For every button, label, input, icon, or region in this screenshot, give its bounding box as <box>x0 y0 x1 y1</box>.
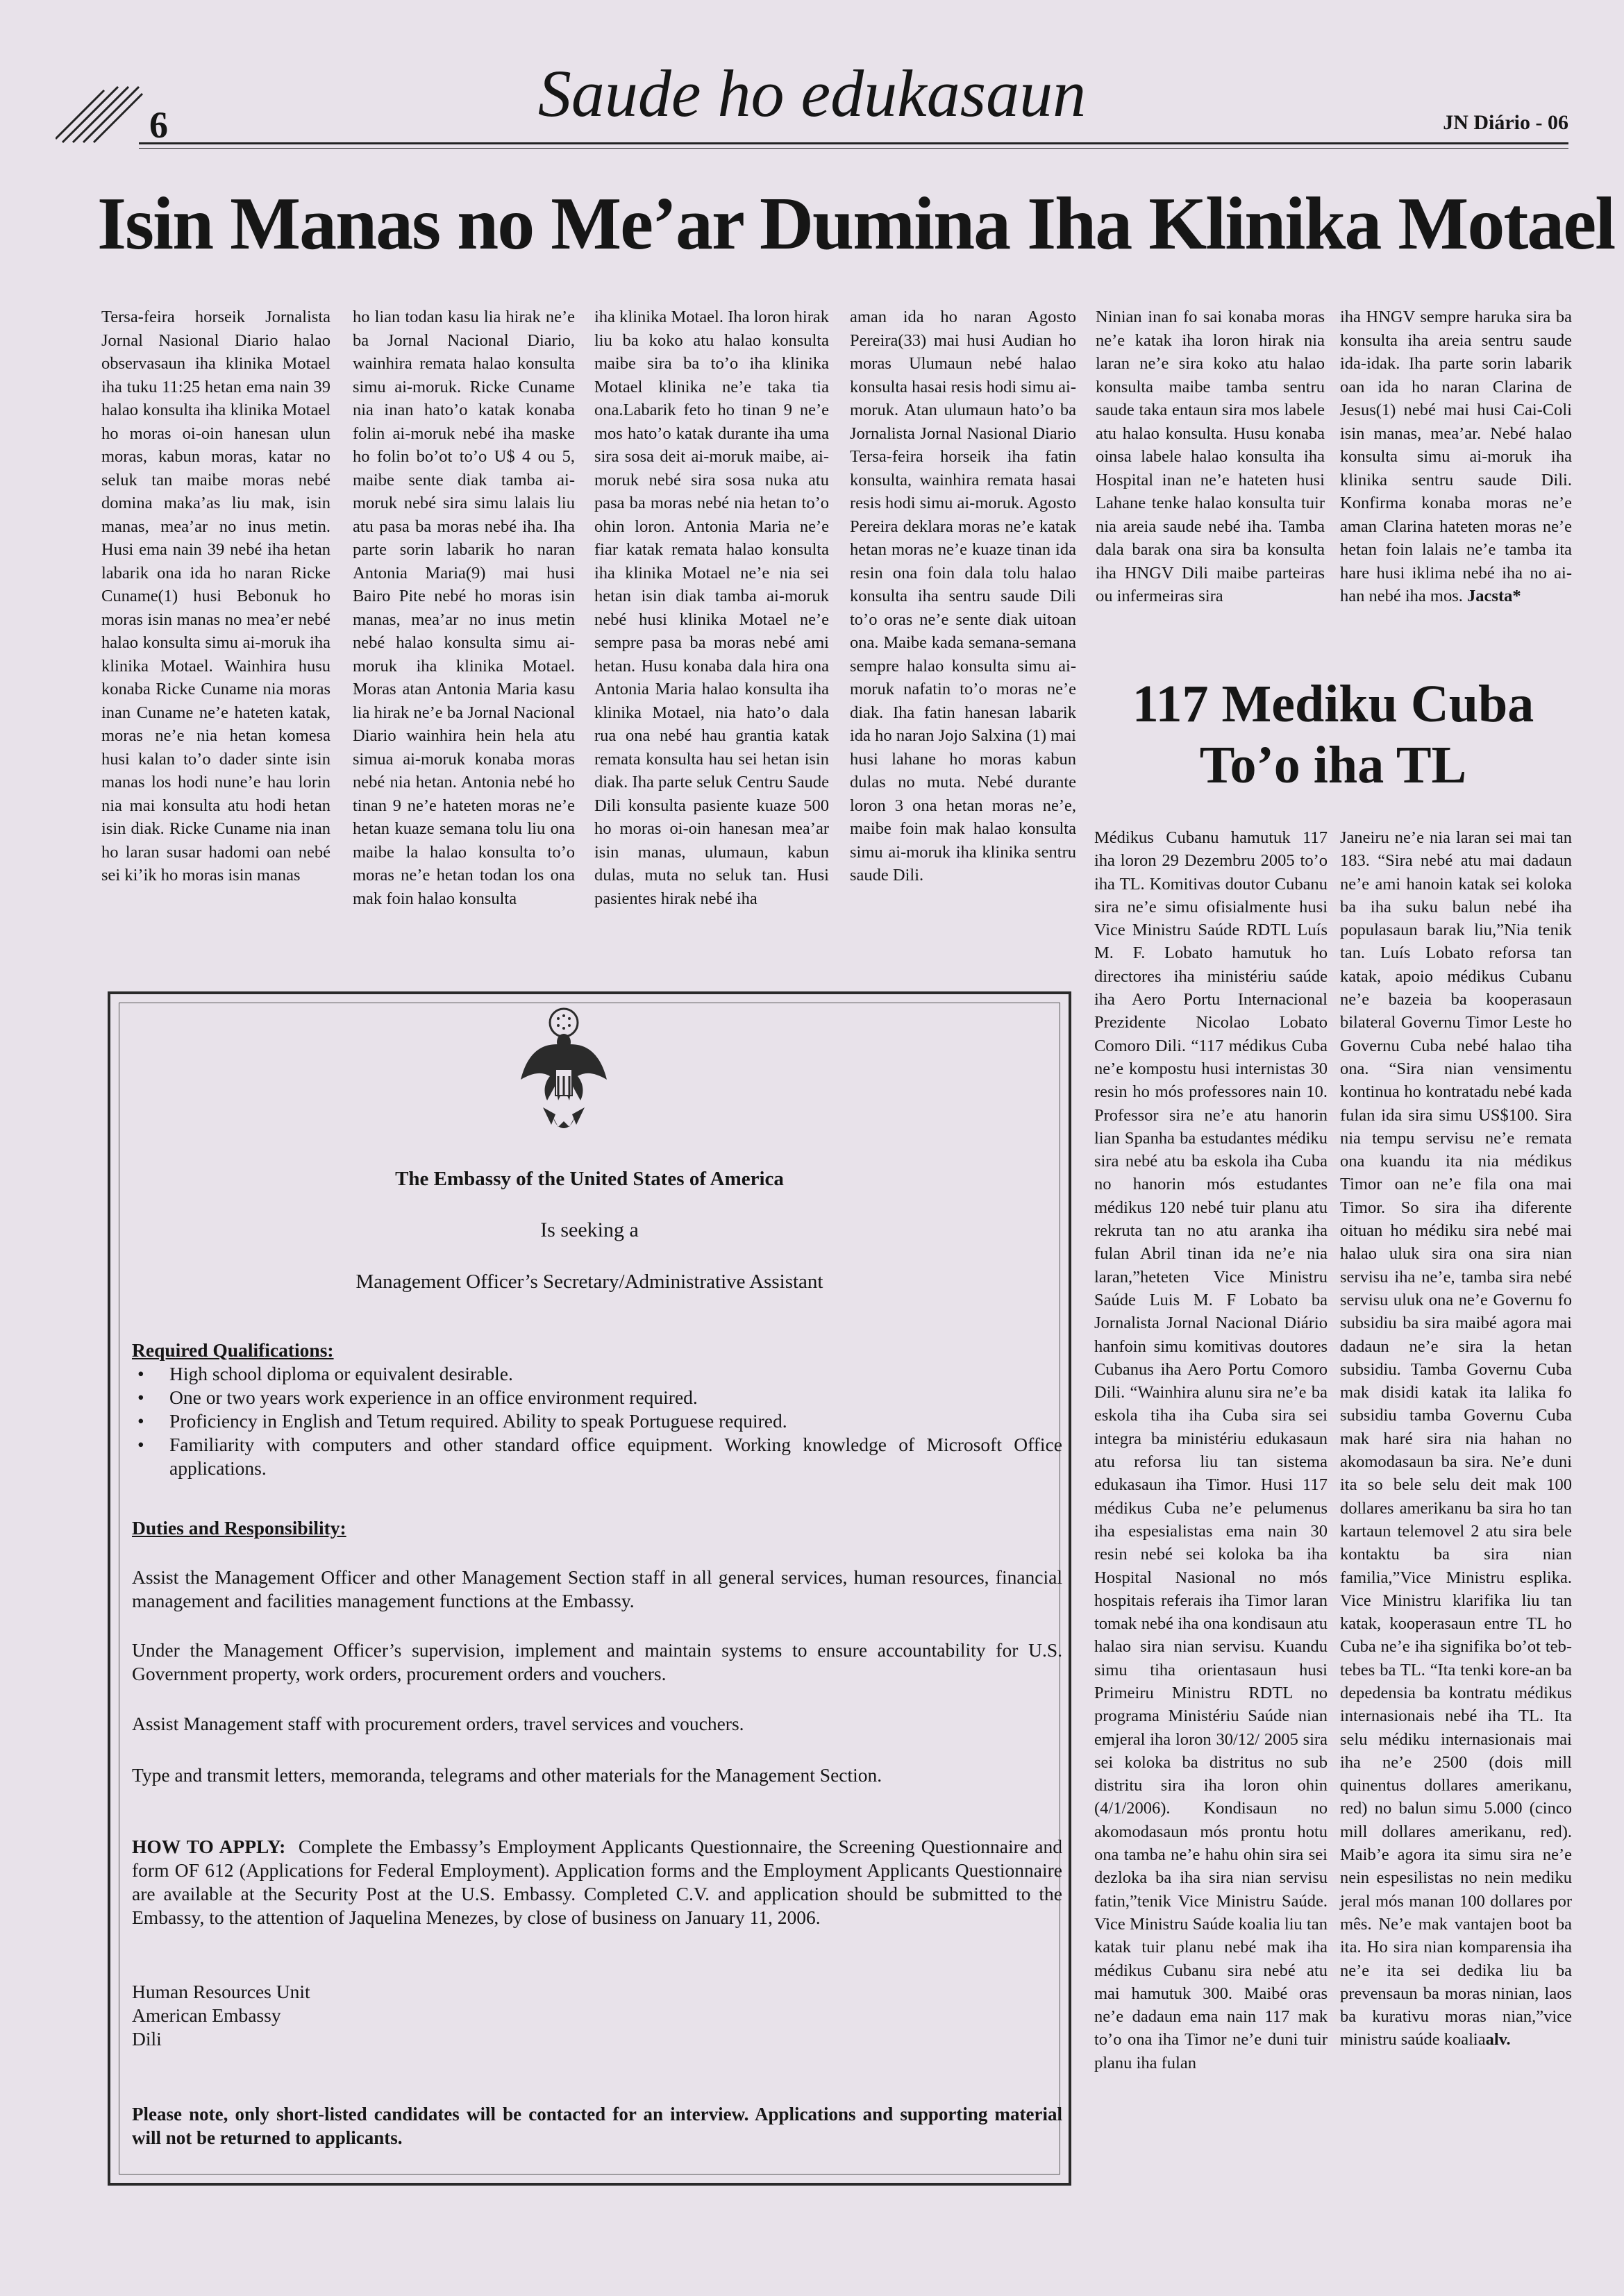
contact-line: Dili <box>132 2028 162 2050</box>
qualification-item: • High school diploma or equivalent desirable. <box>169 1362 1062 1386</box>
duty-item: Under the Management Officer’s supervision, implement and maintain systems to ensure accountability for U.S. Government property, work orders, procurement orders and vouchers. <box>132 1639 1062 1684</box>
issue-label: JN Diário - 06 <box>1443 111 1568 134</box>
duties-heading <box>132 1516 1062 1540</box>
how-to-apply-label: HOW TO APPLY: <box>132 1836 286 1857</box>
article2-column-2-text: Janeiru ne’e nia laran sei mai tan 183. “Sira nebé atu mai dadaun ne’e ami hanoin katak sei koloka ba iha suku balun nebé iha populasaun barak liu,”Nia tenik tan. Luís Lobato reforsa tan katak, apoio médikus Cubanu ne’e bazeia ba kooperasaun bilateral Governu Timor Leste ho Governu Cuba nebé halao tiha ona. “Sira nian vensimentu kontinua ho kontratadu nebé kada fulan ida sira simu US$100. Sira nia tempu servisu ne’e remata ona kuandu ita nia médikus Timor oan ne’e fila ona mai Timor. So sira iha diferente oituan ho médiku sira nebé mai halao uluk sira ona sira nian servisu iha ne’e, tamba sira nebé servisu uluk ona ne’e Governu fo subsidiu ba sira maibé agora mai dadaun ne’e sira la hetan subsidiu. Tamba Governu Cuba mak disidi katak ita lalika fo subsidiu tamba Governu Cuba mak haré sira nia hahan no akomodasaun ba sira. Ne’e duni ita so bele selu deit mak 100 dollares amerikanu ba sira ho tan kartaun telemovel 2 atu sira bele kontaktu ba sira nian familia,”Vice Ministru esplika. Vice Ministru klarifika liu tan katak, kooperasaun entre TL ho Cuba ne’e iha signifika bo’ot teb-tebes ba TL. “Ita tenki kore-an ba depedensia ba kontratu médikus internasionais nebé iha TL. Ita selu médiku internasionais mai iha ne’e 2500 (dois mill quinentus dollares amerikanu, red) no balun simu 5.000 (cinco mill dollares amerikanu, red). Maib’e agora ita simu sira ne’e nein espesilistas no nein mediku jeral mós manan 100 dollares por mês. Ne’e mak vantajen boot ba ita. Ho sira nian komparensia iha ne’e ita sei dedika liu ba prevensaun ba moras ninian, laos ba kurativu moras nian,”vice ministru saúde koalia <box>1340 828 1572 2050</box>
article2-byline: alv. <box>1485 2030 1511 2050</box>
article2-column-1: Médikus Cubanu hamutuk 117 iha loron 29 Dezembru 2005 to’o iha TL. Komitivas doutor Cubanu sira ne’e simu ofisialmente husi Vice Ministru Saúde RDTL Luís M. F. Lobato hamutuk ho directores iha ministériu saúde iha Aero Portu Internacional Prezidente Nicolao Lobato Comoro Dili. “117 médikus Cuba ne’e kompostu husi internistas 30 resin ho mós professores nain 10. Professor sira ne’e atu hanorin lian Spanha ba estudantes médiku sira nebé atu ba eskola iha Cuba no hanorin mós estudantes médikus 120 nebé tuir planu atu rekruta tan no atu aranka iha fulan Abril tinan ida ne’e nia laran,”heteten Vice Ministru Saúde Luis M. F Lobato ba Jornalista Jornal Nacional Diário hanfoin simu komitivas doutores Cubanus iha Aero Portu Comoro Dili. “Wainhira alunu sira ne’e ba eskola tiha iha Cuba sira sei integra ba ministériu edukasaun atu reforsa liu tan sistema edukasaun iha Timor. Husi 117 médikus Cuba ne’e pelumenus iha espesialistas ema nain 30 resin nebé sei koloka ba iha Hospital Nasional no mós hospitais referais iha Timor laran tomak nebé iha ona kondisaun atu halao sira nian servisu. Kuandu simu tiha orientasaun husi Primeiru Ministru RDTL no programa Ministériu Saúde nian emjeral iha loron 30/12/ 2005 sira sei koloka ba distritus no sub distritu sira iha loron ohin (4/1/2006). Kondisaun no akomodasaun mós prontu hotu ona tamba ne’e hahu ohin sira sei dezloka ba iha sira nian servisu fatin,”tenik Vice Ministru Saúde. Vice Ministru Saúde koalia liu tan katak tuir planu nebé mak iha médikus Cubanu sira nebé atu mai hamutuk 300. Maibé oras ne’e dadaun ema nain 117 mak to’o ona iha Timor ne’e duni tuir planu iha fulan <box>1094 828 1328 2072</box>
section-title: Saude ho edukasaun <box>537 56 1087 131</box>
ad-org: The Embassy of the United States of America <box>395 1168 784 1190</box>
article1-column-3: iha klinika Motael. Iha loron hirak liu ba koko atu halao konsulta maibe sira ba to’o iha klinika Motael klinika ne’e taka tia ona.Labarik feto ho tinan 9 ne’e mos hato’o katak durante iha uma sira sosa deit ai-moruk maibe, ai-moruk nebé sira sosa nuka atu pasa ba moras nebé nia hetan to’o ohin loron. Antonia Maria ne’e fiar katak remata halao konsulta iha klinika Motael ne’e nia sei hetan isin diak tamba ai-moruk nebé husi klinika Motael ne’e sempre pasa ba moras nebé ami hetan. Husu konaba dala hira ona Antonia Maria halao konsulta iha klinika Motael, nia hato’o dala rua ona nebé hau grantia katak remata konsulta hau sei hetan isin diak. Iha parte seluk Centru Saude Dili konsulta pasiente kuaze 500 ho moras oi-oin hanesan mea’ar isin manas, ulumaun, kabun dulas, muta no seluk tan. Husi pasientes hirak nebé iha <box>594 308 829 908</box>
ad-qualifications <box>132 1339 1062 1480</box>
article1-column-6-text: iha HNGV sempre haruka sira ba konsulta iha areia sentru saude ida-idak. Iha parte sorin labarik oan ida ho naran Clarina de Jesus(1) nebé mai husi Cai-Coli isin manas, mea’ar. Nebé halao konsulta simu ai-moruk iha klinika sentru saude Dili. Konfirma konaba moras ne’e aman Clarina hateten moras ne’e hetan foin lalais ne’e tamba ita hare husi iklima nebé iha no ai-han nebé iha mos. <box>1340 308 1572 605</box>
duty-item: Assist Management staff with procurement orders, travel services and vouchers. <box>132 1713 744 1734</box>
article2-headline <box>1094 673 1572 796</box>
contact-line: Human Resources Unit <box>132 1981 310 2002</box>
article1-column-5: Ninian inan fo sai konaba moras ne’e katak iha loron hirak nia laran ne’e sira koko atu halao konsulta maibe tamba sentru saude taka entaun sira mos labele atu halao konsulta. Husu konaba oinsa labele halao konsulta iha Hospital inan ne’e hateten husi Lahane tenke halao konsulta tuir nia areia saude nebé iha. Tamba dala barak ona sira ba konsulta iha HNGV Dili maibe parteiras ou infermeiras sira <box>1096 308 1325 605</box>
article1-column-4: aman ida ho naran Agosto Pereira(33) mai husi Audian ho moras Ulumaun nebé halao konsulta hasai resis hodi simu ai-moruk. Atan ulumaun hato’o ba Jornalista Jornal Nasional Diario Tersa-feira horseik iha fatin konsulta, wainhira remata hasai resis hodi simu ai-moruk. Agosto Pereira deklara moras ne’e katak hetan moras ne’e kuaze tinan ida resin ona foin dala tolu halao konsulta iha sentru saude Dili to’o oras ne’e sente diak uitoan ona. Maibe kada semana-semana sempre halao konsulta simu ai-moruk nafatin to’o moras ne’e diak. Iha fatin hanesan labarik ida ho naran Jojo Salxina (1) mai husi lahane ho moras kabun dulas no muta. Nebé durante loron 3 ona hetan moras ne’e, maibe foin mak halao konsulta simu ai-moruk iha klinika sentru saude Dili. <box>850 308 1076 885</box>
how-to-apply <box>132 1835 1062 1929</box>
page-number: 6 <box>149 104 168 146</box>
qualification-item: • One or two years work experience in an office environment required. <box>169 1386 1062 1409</box>
duties-heading-text: Duties and Responsibility: <box>132 1517 346 1539</box>
duty-item: Type and transmit letters, memoranda, telegrams and other materials for the Management Section. <box>132 1764 882 1786</box>
header-rule-thin <box>139 148 1568 149</box>
contact-line: American Embassy <box>132 2004 281 2026</box>
ad-contact <box>132 1980 1062 2051</box>
headline: Isin Manas no Me’ar Dumina Iha Klinika Motael <box>97 183 1615 265</box>
article2-column-2 <box>1340 826 1572 2052</box>
qualifications-heading: Required Qualifications: <box>132 1339 334 1361</box>
article1-column-6 <box>1340 305 1572 608</box>
qualification-item: • Proficiency in English and Tetum required. Ability to speak Portuguese required. <box>169 1409 1062 1433</box>
how-to-apply-text: Complete the Embassy’s Employment Applicants Questionnaire, the Screening Questionnaire and form OF 612 (Applications for Federal Employment). Application forms and the Employment Applicants Questionnaire are available at the Security Post at the U.S. Embassy. Completed C.V. and application should be submitted to the Embassy, to the attention of Jaquelina Menezes, by close of business on January 11, 2006. <box>132 1836 1062 1928</box>
article1-column-1: Tersa-feira horseik Jornalista Jornal Nasional Diario halao observasaun iha klinika Motael iha tuku 11:25 hetan ema nain 39 halao konsulta iha klinika Motael ho moras oi-oin hanesan ulun moras, kabun moras, katar no seluk tan maibe moras nebé domina maka’as liu mak, isin manas, mea’ar no inus metin. Husi ema nain 39 nebé iha hetan labarik ona ida ho naran Ricke Cuname(1) husi Bebonuk ho moras isin manas no mea’er nebé halao konsulta simu ai-moruk iha klinika Motael. Wainhira husu konaba Ricke Cuname nia moras inan Cuname ne’e hateten katak, moras ne’e nia hetan komesa husi kalan to’o dader sinte isin manas los hodi nune’e hau lorin nia mai konsulta atu hodi hetan isin diak. Ricke Cuname nia inan ho laran susar hadomi oan nebé sei ki’ik ho moras isin manas <box>101 308 330 885</box>
header-rule <box>139 142 1568 144</box>
article1-byline: Jacsta* <box>1467 587 1521 605</box>
eagle-seal-icon <box>515 1003 612 1139</box>
article1-column-2: ho lian todan kasu lia hirak ne’e ba Jornal Nacional Diario, wainhira remata halao konsulta simu ai-moruk. Ricke Cuname nia inan hato’o katak konaba folin ai-moruk nebé iha maske ho folin bo’ot to’o U$ 4 ou 5, maibe sente diak tamba ai-moruk nebé sira simu lalais liu atu pasa ba moras nebé iha. Iha parte sorin labarik ho naran Antonia Maria(9) mai husi Bairo Pite nebé ho moras isin manas, mea’ar no inus metin nebé halao konsulta simu ai-moruk iha klinika Motael. Moras atan Antonia Maria kasu lia hirak ne’e ba Jornal Nacional Diario wainhira hein hela atu simua ai-moruk konaba moras nebé nia hetan. Antonia nebé ho tinan 9 ne’e hateten moras ne’e hetan kuaze semana tolu liu ona maibe la halao konsulta to’o moras ne’e hetan todan los ona mak foin halao konsulta <box>353 308 575 908</box>
article2-headline-line-1: 117 Mediku Cuba <box>1132 675 1534 733</box>
ad-seeking: Is seeking a <box>540 1218 639 1241</box>
ad-note: Please note, only short-listed candidates will be contacted for an interview. Applications and supporting material will not be returned to applicants. <box>132 2104 1062 2148</box>
ad-position: Management Officer’s Secretary/Administrative Assistant <box>355 1271 823 1293</box>
qualification-item: • Familiarity with computers and other standard office equipment. Working knowledge of Microsoft Office applications. <box>169 1433 1062 1480</box>
duty-item: Assist the Management Officer and other Management Section staff in all general services, human resources, financial management and facilities management functions at the Embassy. <box>132 1566 1062 1611</box>
qualifications-list <box>132 1362 1062 1480</box>
article2-headline-line-2: To’o iha TL <box>1199 736 1467 794</box>
